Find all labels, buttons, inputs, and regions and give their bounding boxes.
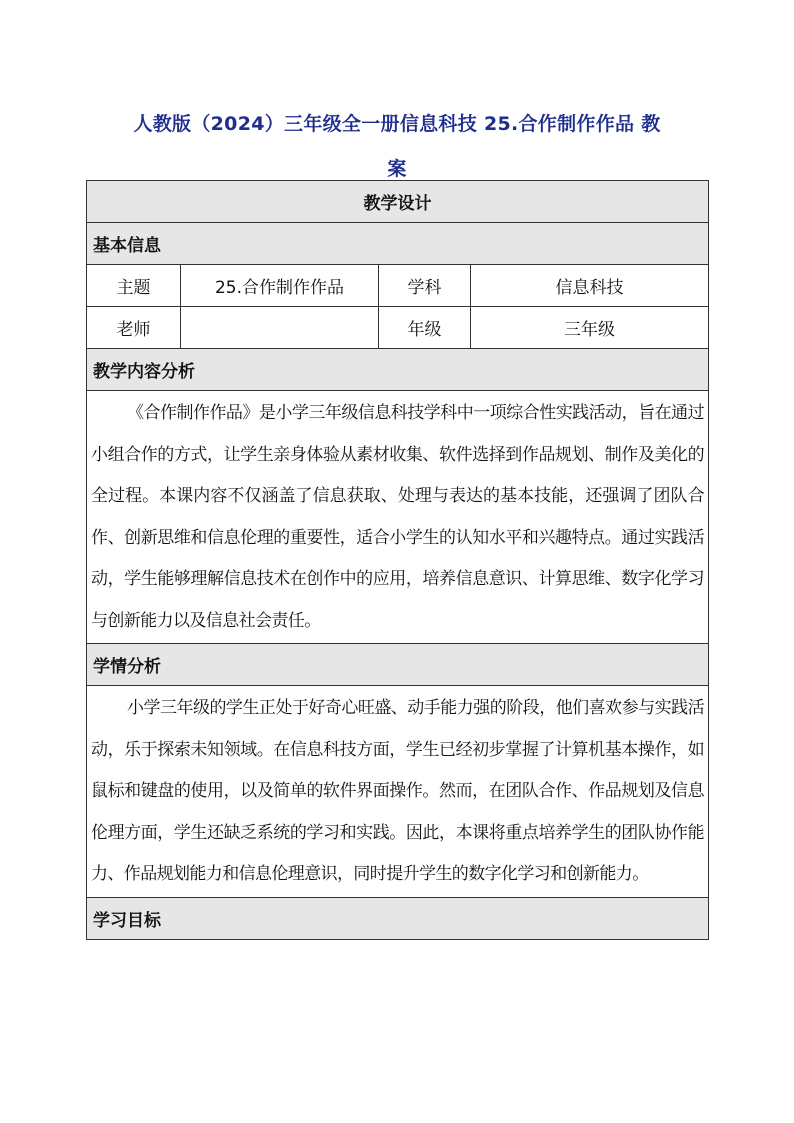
section-heading-basic-info: 基本信息: [87, 223, 709, 265]
value-teacher: [181, 307, 379, 349]
section-heading-content-analysis: 教学内容分析: [87, 349, 709, 391]
value-subject: 信息科技: [471, 265, 709, 307]
value-grade: 三年级: [471, 307, 709, 349]
table-header-teaching-design: 教学设计: [87, 181, 709, 223]
label-grade: 年级: [379, 307, 471, 349]
label-topic: 主题: [87, 265, 181, 307]
document-title: [110, 102, 684, 192]
section-heading-learner-analysis: 学情分析: [87, 644, 709, 686]
label-subject: 学科: [379, 265, 471, 307]
section-heading-learning-objectives: 学习目标: [87, 897, 709, 939]
document-title-line-1: 人教版（2024）三年级全一册信息科技 25.合作制作作品 教: [133, 113, 661, 135]
label-teacher: 老师: [87, 307, 181, 349]
content-analysis-paragraph: 《合作制作作品》是小学三年级信息科技学科中一项综合性实践活动，旨在通过小组合作的方式，让学生亲身体验从素材收集、软件选择到作品规划、制作及美化的全过程。本课内容不仅涵盖了信息获取、处理与表达的基本技能，还强调了团队合作、创新思维和信息伦理的重要性，适合小学生的认知水平和兴趣特点。通过实践活动，学生能够理解信息技术在创作中的应用，培养信息意识、计算思维、数字化学习与创新能力以及信息社会责任。: [87, 391, 709, 644]
document-title-line-2: 案: [387, 158, 407, 180]
value-topic: 25.合作制作作品: [181, 265, 379, 307]
lesson-plan-table: [86, 180, 709, 940]
learner-analysis-paragraph: 小学三年级的学生正处于好奇心旺盛、动手能力强的阶段，他们喜欢参与实践活动，乐于探索未知领域。在信息科技方面，学生已经初步掌握了计算机基本操作，如鼠标和键盘的使用，以及简单的软件界面操作。然而，在团队合作、作品规划及信息伦理方面，学生还缺乏系统的学习和实践。因此，本课将重点培养学生的团队协作能力、作品规划能力和信息伦理意识，同时提升学生的数字化学习和创新能力。: [87, 686, 709, 898]
